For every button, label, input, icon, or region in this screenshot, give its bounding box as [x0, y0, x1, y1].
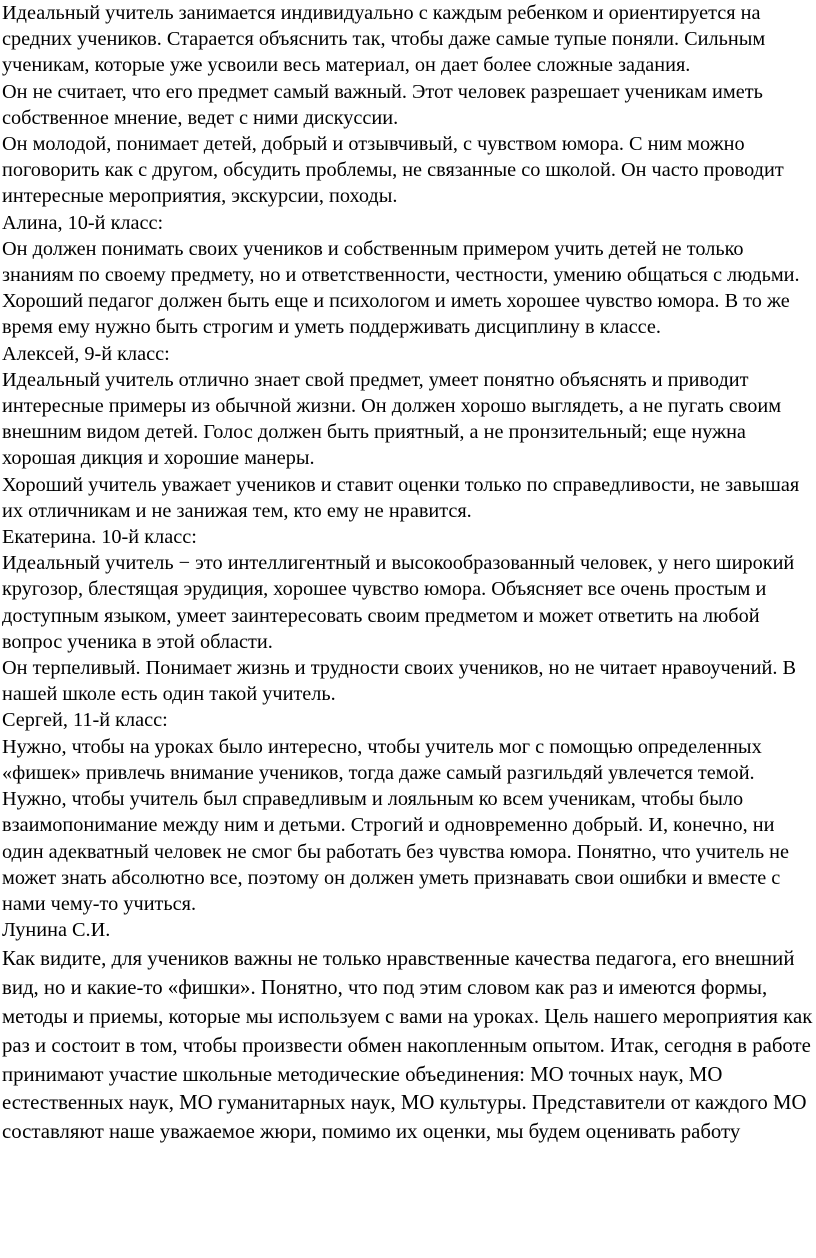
- author-alina: Алина, 10-й класс:: [2, 211, 164, 234]
- author-lunina: Лунина С.И.: [2, 919, 111, 942]
- paragraph-aleksey-quote: Идеальный учитель отлично знает свой предмет, умеет понятно объяснять и приводит интересные примеры из обычной жизни. Он должен хорошо выглядеть, а не пугать своим внешним видом детей. Голос должен быть приятный, а не пронзительный; еще нужна хорошая дикция и хорошие манеры.: [2, 368, 782, 470]
- author-aleksey: Алексей, 9-й класс:: [2, 342, 170, 365]
- paragraph-young-teacher: Он молодой, понимает детей, добрый и отзывчивый, с чувством юмора. С ним можно поговорить как с другом, обсудить проблемы, не связанные со школой. Он часто проводит интересные мероприятия, экскурсии, походы.: [2, 133, 784, 208]
- paragraph-alina-quote: Он должен понимать своих учеников и собственным примером учить детей не только знаниям по своему предмету, но и ответственности, честности, умению общаться с людьми. Хороший педагог должен быть еще и психологом и иметь хорошее чувство юмора. В то же время ему нужно быть строгим и уметь поддерживать дисциплину в классе.: [2, 237, 800, 339]
- paragraph-fair-loyal-teacher: Нужно, чтобы учитель был справедливым и лояльным ко всем ученикам, чтобы было взаимопонимание между ним и детьми. Строгий и одновременно добрый. И, конечно, ни один адекватный человек не смог бы работать без чувства юмора. Понятно, что учитель не может знать абсолютно все, поэтому он должен уметь признавать свои ошибки и вместе с нами чему-то учиться.: [2, 788, 790, 915]
- document-page: [2, 0, 814, 1147]
- paragraph-subject-importance: Он не считает, что его предмет самый важный. Этот человек разрешает ученикам иметь собственное мнение, ведет с ними дискуссии.: [2, 80, 763, 129]
- author-ekaterina: Екатерина. 10-й класс:: [2, 526, 197, 549]
- student-quotes: [2, 0, 814, 943]
- paragraph-closing: Как видите, для учеников важны не только нравственные качества педагога, его внешний вид, но и какие-то «фишки». Понятно, что под этим словом как раз и имеются формы, методы и приемы, которые мы используем с вами на уроках. Цель нашего мероприятия как раз и состоит в том, чтобы произвести обмен накопленным опытом. Итак, сегодня в работе принимают участие школьные методические объединения: МО точных наук, МО естественных наук, МО гуманитарных наук, МО культуры. Представители от каждого МО составляют наше уважаемое жюри, помимо их оценки, мы будем оценивать работу: [2, 947, 813, 1144]
- paragraph-ekaterina-quote: Идеальный учитель − это интеллигентный и высокообразованный человек, у него широкий кругозор, блестящая эрудиция, хорошее чувство юмора. Объясняет все очень простым и доступным языком, умеет заинтересовать своим предметом и может ответить на любой вопрос ученика в этой области.: [2, 552, 795, 653]
- author-sergey: Сергей, 11-й класс:: [2, 709, 168, 732]
- paragraph-patient-teacher: Он терпеливый. Понимает жизнь и трудности своих учеников, но не читает нравоучений. В нашей школе есть один такой учитель.: [2, 657, 796, 706]
- closing-section: [2, 945, 814, 1147]
- paragraph-sergey-quote: Нужно, чтобы на уроках было интересно, чтобы учитель мог с помощью определенных «фишек» привлечь внимание учеников, тогда даже самый разгильдяй увлечется темой.: [2, 735, 762, 784]
- paragraph-ideal-teacher-individual: Идеальный учитель занимается индивидуально с каждым ребенком и ориентируется на средних учеников. Старается объяснить так, чтобы даже самые тупые поняли. Сильным ученикам, которые уже усвоили весь материал, он дает более сложные задания.: [2, 2, 766, 77]
- paragraph-fair-grades: Хороший учитель уважает учеников и ставит оценки только по справедливости, не завышая их отличникам и не занижая тем, кто ему не нравится.: [2, 473, 800, 522]
